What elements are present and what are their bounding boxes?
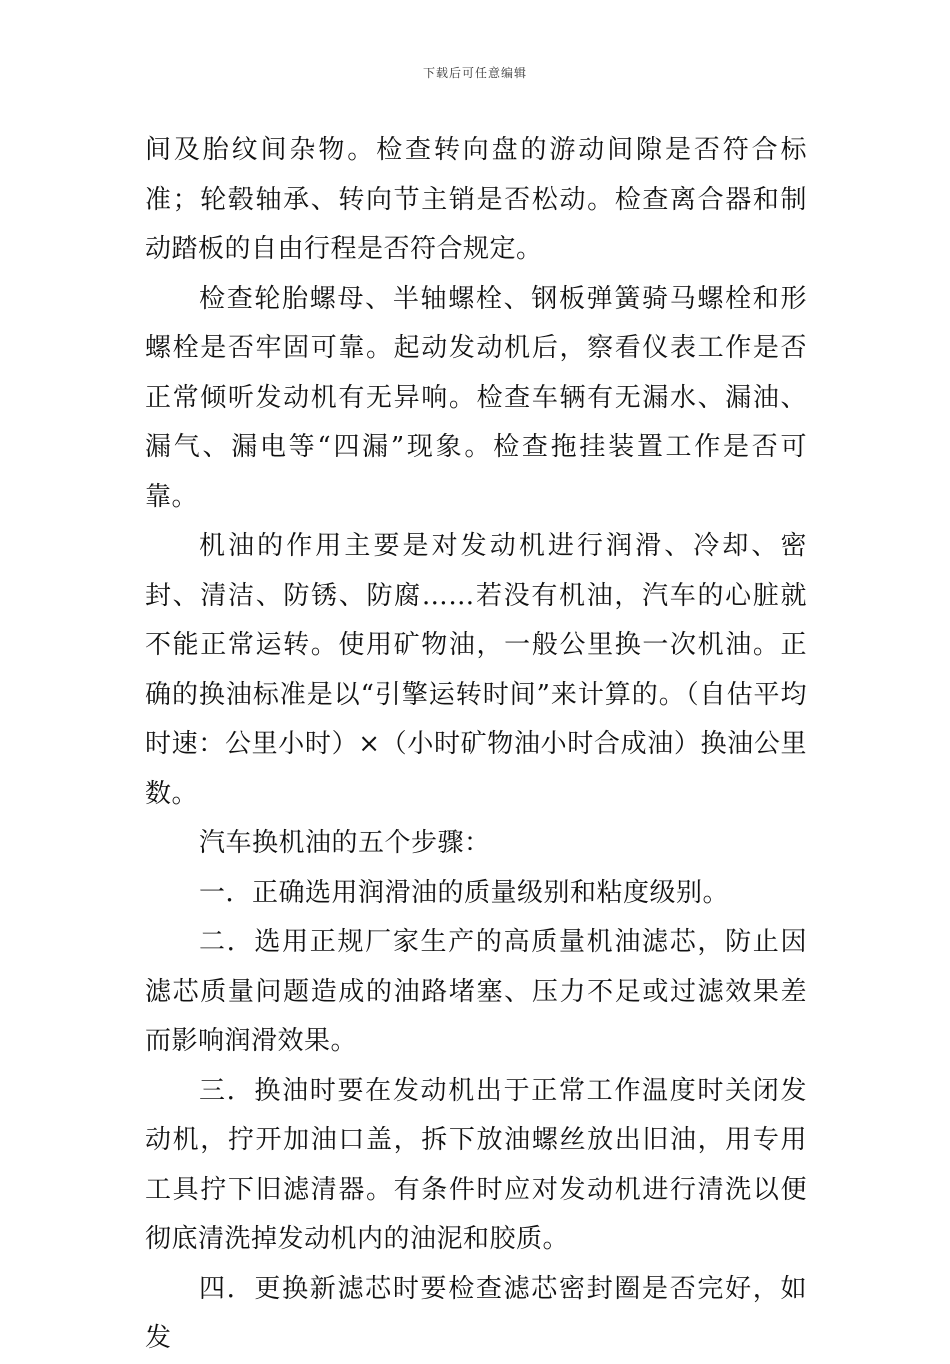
paragraph: 二．选用正规厂家生产的高质量机油滤芯，防止因滤芯质量问题造成的油路堵塞、压力不足或过滤效果差而影响润滑效果。: [145, 927, 807, 1056]
page-header: 下载后可任意编辑: [422, 66, 527, 80]
paragraph: 检查轮胎螺母、半轴螺栓、钢板弹簧骑马螺栓和形螺栓是否牢固可靠。起动发动机后，察看仪表工作是否正常倾听发动机有无异响。检查车辆有无漏水、漏油、漏气、漏电等“四漏”现象。检查拖挂装置工作是否可靠。: [145, 283, 807, 512]
paragraph: 一．正确选用润滑油的质量级别和粘度级别。: [199, 877, 730, 908]
paragraph: 间及胎纹间杂物。检查转向盘的游动间隙是否符合标准；轮毂轴承、转向节主销是否松动。检查离合器和制动踏板的自由行程是否符合规定。: [145, 135, 807, 264]
paragraph: 汽车换机油的五个步骤：: [199, 828, 491, 858]
paragraph: 四．更换新滤芯时要检查滤芯密封圈是否完好，如发: [145, 1273, 807, 1353]
document-body: [145, 126, 807, 1364]
paragraph: 三．换油时要在发动机出于正常工作温度时关闭发动机，拧开加油口盖，拆下放油螺丝放出旧油，用专用工具拧下旧滤清器。有条件时应对发动机进行清洗以便彻底清洗掉发动机内的油泥和胶质。: [145, 1075, 807, 1254]
paragraph: 机油的作用主要是对发动机进行润滑、冷却、密封、清洁、防锈、防腐……若没有机油，汽车的心脏就不能正常运转。使用矿物油，一般公里换一次机油。正确的换油标准是以“引擎运转时间”来计算的。（自估平均时速：公里小时）×（小时矿物油小时合成油）换油公里数。: [145, 531, 807, 809]
